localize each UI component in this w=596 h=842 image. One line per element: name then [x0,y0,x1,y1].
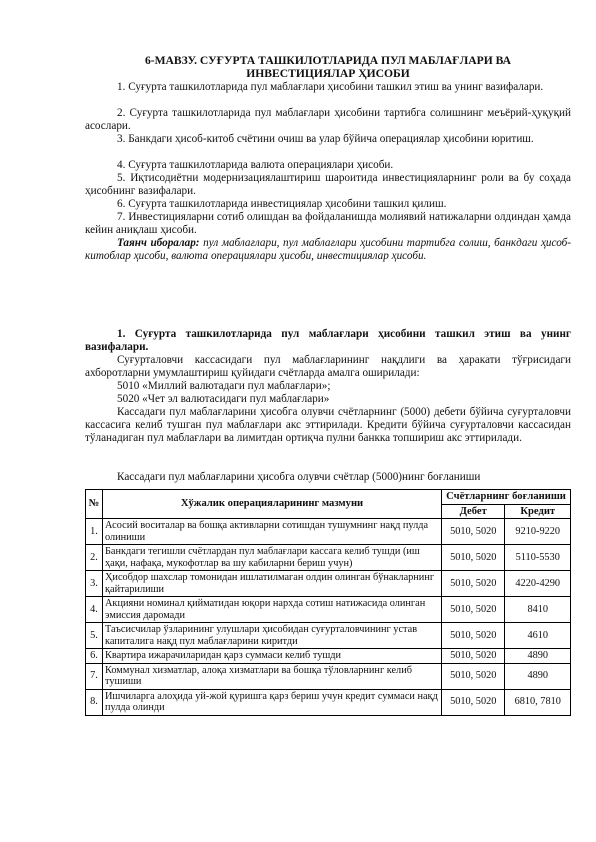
topic-item: 2. Суғурта ташкилотларида пул маблағлари ҳисобини тартибга солишнинг меъёрий-ҳуқуқий асослари. [85,107,571,132]
row-content: Коммунал хизматлар, алоқа хизматлари ва бошқа тўловларнинг келиб тушиши [103,663,442,689]
table-row [86,571,571,597]
row-content: Ҳисобдор шахслар томонидан ишлатилмаган олдин олинган бўнакларнинг қайтарилиши [103,571,442,597]
title-line-2: ИНВЕСТИЦИЯЛАР ҲИСОБИ [246,67,410,80]
row-number: 7. [86,663,103,689]
table-row [86,663,571,689]
row-debit: 5010, 5020 [442,649,505,664]
key-terms [85,237,571,263]
account-line: 5020 «Чет эл валютасидаги пул маблағлари» [117,393,330,405]
account-line: 5010 «Миллий валютадаги пул маблағлари»; [117,380,331,392]
row-number: 3. [86,571,103,597]
topic-item: 4. Суғурта ташкилотларида валюта операциялари ҳисоби. [117,159,394,171]
row-debit: 5010, 5020 [442,663,505,689]
table-row [86,649,571,664]
table-row [86,545,571,571]
col-content-header: Хўжалик операцияларининг мазмуни [103,490,442,519]
page-title [85,54,571,80]
paragraph: Суғурталовчи кассасидаги пул маблағларининг нақдлиги ва ҳаракати тўғрисидаги ахборотларни умумлаштириш қуйидаги счётларда амалга оширилади: [85,354,571,379]
row-debit: 5010, 5020 [442,545,505,571]
table-row [86,519,571,545]
row-number: 2. [86,545,103,571]
table-row [86,597,571,623]
paragraph: Кассадаги пул маблағларини ҳисобга олувчи счётларнинг (5000) дебети бўйича суғурталовчи кассасига келиб тушган пул маблағлари акс эттирилади. Кредити бўйича суғурталовчи кассасидан тўланадиган пул маблағлари ва лимитдан ортиқча пулни банкка топшириш акс эттирилади. [85,406,571,444]
row-content: Таъсисчилар ўзларининг улушлари ҳисобидан суғурталовчининг устав капиталига нақд пул маблағларини киритди [103,623,442,649]
table-caption: Кассадаги пул маблағларини ҳисобга олувчи счётлар (5000)нинг боғланиши [117,471,481,483]
row-number: 8. [86,689,103,715]
row-number: 6. [86,649,103,664]
section-heading: 1. Суғурта ташкилотларида пул маблағлари ҳисобини ташкил этиш ва унинг вазифалари. [85,328,571,353]
row-content: Банкдаги тегишли счётлардан пул маблағлари кассага келиб тушди (иш ҳақи, нафақа, мукофотлар ва шу кабиларни бериш учун) [103,545,442,571]
row-credit: 4890 [505,649,571,664]
topic-item: 3. Банкдаги ҳисоб-китоб счётини очиш ва улар бўйича операциялар ҳисобини юритиш. [117,133,534,145]
row-content: Асосий воситалар ва бошқа активларни сотишдан тушумнинг нақд пулда олиниши [103,519,442,545]
table-row [86,689,571,715]
row-credit: 6810, 7810 [505,689,571,715]
row-number: 4. [86,597,103,623]
topic-item: 7. Инвестицияларни сотиб олишдан ва фойдаланишда молиявий натижаларни олдиндан ҳамда кейин аниқлаш ҳисоби. [85,211,571,236]
row-credit: 9210-9220 [505,519,571,545]
row-credit: 4220-4290 [505,571,571,597]
row-debit: 5010, 5020 [442,689,505,715]
col-credit-header: Кредит [505,504,571,519]
row-content: Квартира ижарачиларидан қарз суммаси келиб тушди [103,649,442,664]
topic-item: 6. Суғурта ташкилотларида инвестициялар ҳисобини ташкил қилиш. [117,198,447,210]
col-accounts-header: Счётларнинг боғланиши [442,490,571,505]
row-debit: 5010, 5020 [442,623,505,649]
row-content: Ишчиларга алоҳида уй-жой қуришга қарз бериш учун кредит суммаси нақд пулда олинди [103,689,442,715]
row-number: 1. [86,519,103,545]
title-line-1: 6-МАВЗУ. СУҒУРТА ТАШКИЛОТЛАРИДА ПУЛ МАБЛАҒЛАРИ ВА [144,54,512,67]
row-credit: 4890 [505,663,571,689]
col-debit-header: Дебет [442,504,505,519]
row-debit: 5010, 5020 [442,571,505,597]
row-debit: 5010, 5020 [442,597,505,623]
row-credit: 8410 [505,597,571,623]
row-credit: 5110-5530 [505,545,571,571]
col-num-header: № [86,490,103,519]
key-terms-label: Таянч иборалар: [117,237,200,249]
topic-item: 5. Иқтисодиётни модернизациялаштириш шароитида инвестицияларнинг роли ва бу соҳада ҳисобнинг вазифалари. [85,172,571,197]
row-content: Акцияни номинал қийматидан юқори нархда сотиш натижасида олинган эмиссия даромади [103,597,442,623]
key-terms-text: пул маблағлари, пул маблағлари ҳисобини тартибга солиш, банкдаги ҳисоб-китоблар ҳисоби, валюта операциялари ҳисоби, инвестициялар ҳисоби. [85,237,571,262]
row-debit: 5010, 5020 [442,519,505,545]
table-row [86,623,571,649]
topic-item: 1. Суғурта ташкилотларида пул маблағлари ҳисобини ташкил этиш ва унинг вазифалари. [117,81,544,93]
accounts-table [85,489,571,716]
row-number: 5. [86,623,103,649]
row-credit: 4610 [505,623,571,649]
